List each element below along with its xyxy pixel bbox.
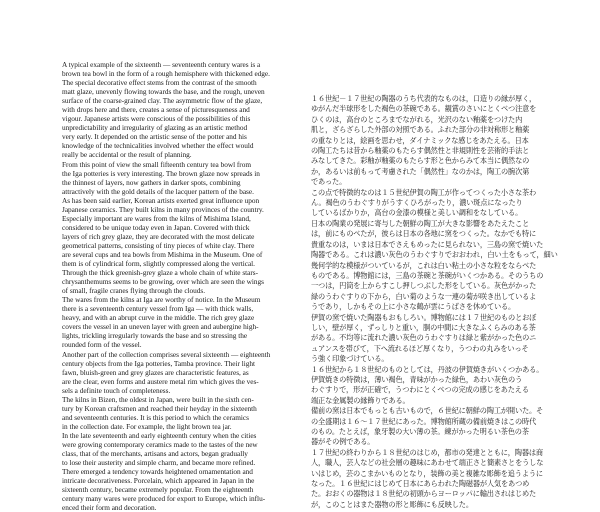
english-text-line: really be accidental or the result of planning. [62, 150, 192, 160]
english-text-line: lights, trickling irregularly towards the base and so stressing the [62, 331, 248, 341]
english-text-line: Another part of the collection comprises several sixteenth — eighteenth [62, 349, 271, 359]
english-text-line: are the clear, even forms and austere metal rim which gives the ves- [62, 376, 259, 386]
english-text-line: and seventeenth centuries. It is this period to which the ceramics [62, 412, 249, 422]
japanese-text-line: １６世紀から１８世紀のものとしては，丹波の伊賀焼きがいくつかある。 [311, 364, 544, 374]
english-text-line: very early. It depended on the artistic sense of the potter and his [62, 132, 247, 142]
japanese-text-line: 端正な金属製の縁飾りである。 [311, 395, 410, 405]
english-text-line: century many wares were produced for export to Europe, which influ- [62, 494, 266, 504]
japanese-text-line: がある。不均等に流れた濃い灰色のうわぐすりは緑と紫がかった色のニ [311, 333, 537, 343]
english-text-line: The kilns in Bizen, the oldest in Japan, were built in the sixth cen- [62, 394, 254, 404]
english-text-line: rounded form of the vessel. [62, 340, 142, 350]
english-text-column [62, 60, 298, 512]
english-text-line: Especially important are wares from the kilns of Mishima Island, [62, 213, 251, 223]
japanese-text-line: うであり，しかもその上に小さな鶴が雲にうばさを休めている。 [311, 302, 516, 312]
english-text-line: century objects from the Iga potteries, Tamba province. Their light [62, 358, 256, 368]
english-text-line: brown tea bowl in the form of a rough hemisphere with thickened edge. [62, 69, 270, 79]
english-text-line: there is a seventeenth century vessel from Iga — with thick walls, [62, 304, 254, 314]
english-text-line: knowledge of the technicalities involved whether the effect would [62, 141, 254, 151]
japanese-text-line: 器がその例である。 [311, 437, 375, 447]
english-text-line: A typical example of the sixteenth — seventeenth century wares is a [62, 60, 261, 69]
japanese-text-line: は，前にものべたが，彼らは日本の各地に窯をつくった。なかでも特に [311, 229, 537, 239]
english-text-line: surface of the coarse-grained clay. The asymmetric flow of the glaze, [62, 96, 263, 106]
japanese-text-line: 一つは，円筒を上からすこし押しつぶした形をしている。灰色がかった [311, 281, 537, 291]
japanese-text-line: 日本の陶業の発展に寄与した朝鮮の陶工が大きな影響をあたえたこと [311, 218, 530, 228]
english-text-line: considered to be unique today even in Japan. Covered with thick [62, 222, 250, 232]
japanese-text-line: ん。褐色のうわぐすりがうすくひろがったり，濃い斑点になったり [311, 198, 523, 208]
english-text-line: The wares from the kilns at Iga are worthy of notice. In the Museum [62, 295, 261, 305]
japanese-text-line: 肌と，ざらざらした外部の対照である。ふれた部分の非対称形と釉薬 [311, 125, 530, 135]
japanese-text-line: この点で特徴的なのは１５世紀伊賀の陶工が作ってつくった小さな茶わ [311, 187, 537, 197]
japanese-text-line: ものである。博物館には，三島の茶碗と茶碗がいくつかある。そのうちの [311, 270, 544, 280]
japanese-text-line: 陶器である。これは濃い灰色のうわぐすりでおおわれ，白い土をもって，細い [311, 250, 558, 260]
japanese-text-line: が，このことはまた器物の形と彫飾にも反映した。 [311, 499, 473, 509]
japanese-text-line: の全盛期は１６～１７世紀にあった。博物館所蔵の備前焼きはこの時代 [311, 416, 537, 426]
english-text-line: them is of cylindrical form, slightly compressed along the vertical. [62, 259, 255, 269]
english-text-line: Japanese ceramics. They built kilns in many provinces of the country. [62, 204, 264, 214]
english-text-line: chrysanthemums seems to be growing, over which are seen the wings [62, 277, 264, 287]
japanese-text-line: しているばかりか，高台の金漆の模様と美しい調和をなしている。 [311, 208, 523, 218]
japanese-text-line: 幾何学的な模様がついているが，これは白い粘土の小さな粒をならべた [311, 260, 537, 270]
japanese-text-line: う強く印象づけている。 [311, 354, 389, 364]
english-text-line: of small, fragile cranes flying through the clouds. [62, 286, 206, 296]
japanese-text-line: ゆがんだ半球形をした褐色の茶碗である。観賞のさいにとくべつ注意を [311, 104, 537, 114]
japanese-text-line: しい，壁が厚く，ずっしりと重い，胴の中間に大きなふくらみのある茶 [311, 322, 536, 332]
japanese-text-line: なった。１６世紀にはじめて日本にあらわれた陶磁器が人気をあつめ [311, 479, 530, 489]
english-text-line: the thinnest of layers, now gathers in darker spots, combining [62, 177, 241, 187]
japanese-text-line: みなしてきた。彩釉が釉薬のもたらす形と色からみて本当に偶然なの [311, 156, 530, 166]
japanese-text-line: の重なりとは，絵画を思わせ，ダイナミックな感じをあたえる。日本 [311, 135, 529, 145]
japanese-text-line: た。おおくの器物は１８世紀の初頭からヨーロッパに輸出されはじめた [311, 489, 537, 499]
english-text-line: unpredictability and irregularity of glazing as an artistic method [62, 123, 248, 133]
english-text-line: sels a definite touch of completeness. [62, 385, 171, 395]
english-text-line: vigour. Japanese artists were conscious of the possibilities of this [62, 114, 251, 124]
japanese-text-line: ュアンスを帯びて，下へ流れるほど厚くなり，うつわの丸みをいっそ [311, 343, 529, 353]
japanese-text-line: 伊賀の窯で焼いた陶器もおもしろい。博物館には１７世紀のものとおぼ [311, 312, 537, 322]
english-text-line: Through the thick greenish-grey glaze a whole chain of white stars- [62, 268, 259, 278]
japanese-text-line: ひくのは，高台のところまでながれる，光沢のない釉薬をつけた内 [311, 114, 523, 124]
japanese-text-line: のもの。たとえば，象牙製の大い薄の茶。練がかった明るい茶色の茶 [311, 427, 529, 436]
japanese-text-line: であった。 [311, 177, 347, 187]
japanese-text-line: 貴重なのは，いまは日本でさえもめったに見られない，三島の窯で焼いた [311, 239, 544, 249]
english-text-line: sixteenth century, became extremely popular. From the eighteenth [62, 485, 254, 495]
english-text-line: to lose their austerity and simple charm, and became more refined. [62, 458, 256, 468]
english-text-line: geometrical patterns, consisting of tiny pieces of white clay. There [62, 240, 255, 250]
japanese-text-line: か，あるいは前もって考慮された「偶然性」なのかは，陶工の腕次第 [311, 166, 530, 176]
english-text-line: From this point of view the small fifteenth century tea bowl from [62, 159, 251, 169]
english-text-line: intricate decorativeness. Porcelain, which appeared in Japan in the [62, 476, 255, 486]
english-text-line: enced their form and decoration. [62, 503, 157, 512]
english-text-line: tury by Korean craftsmen and reached their heyday in the sixteenth [62, 403, 257, 413]
english-text-line: attractively with the gold details of the lacquer pattern of the base. [62, 186, 254, 196]
english-text-line: heavy, and with an abrupt curve in the middle. The rich grey glaze [62, 313, 255, 323]
english-text-line: In the late seventeenth and early eighteenth century when the cities [62, 430, 257, 440]
english-text-line: There emerged a tendency towards heightened ornamentation and [62, 467, 253, 477]
japanese-text-line: 備前の窯は日本でもっとも古いもので，６世紀に朝鮮の陶工が開いた。そ [311, 406, 544, 416]
japanese-text-line: １６世紀－１７世紀の陶器のうち代表的なものは，口造りの縁が厚く， [311, 94, 537, 103]
japanese-text-column [311, 94, 573, 510]
english-text-line: As has been said earlier, Korean artists exerted great influence upon [62, 195, 260, 205]
english-text-line: were growing contemporary ceramics made to the tastes of the new [62, 439, 258, 449]
english-text-line: covers the vessel in an uneven layer with green and aubergine high- [62, 322, 259, 332]
english-text-line: in the collection date. For example, the light brown tea jar. [62, 421, 232, 431]
japanese-text-line: １７世紀の終わりから１８世紀のはじめ，都市の発達とともに，陶器は商 [311, 447, 543, 457]
english-text-line: matt glaze, unevenly flowing towards the base, and the rough, uneven [62, 87, 265, 97]
japanese-text-line: 伊賀焼きの特徴は，薄い褐色，青味がかった緑色，あわい灰色のう [311, 374, 523, 384]
japanese-text-line: 緑のうわぐすりの下から，白い菊のような一連の菊が咲き出しているよ [311, 291, 537, 301]
english-text-line: class, that of the merchants, artisans and actors, began gradually [62, 449, 248, 459]
english-text-line: are several cups and tea bowls from Mishima in the Museum. One of [62, 249, 263, 259]
japanese-text-line: の陶工たちは昔から釉薬のもたらす偶然性と非規則性を芸術的手法と [311, 146, 530, 156]
english-text-line: the Iga potteries is very interesting. The brown glaze now spreads in [62, 168, 260, 178]
english-text-line: with drops here and there, creates a sense of picturesqueness and [62, 105, 250, 115]
japanese-text-line: わぐすりで，形が正確で，うつわにとくべつの完成の感じをあたえる [311, 385, 529, 395]
english-text-line: The special decorative effect stems from the contrast of the smooth [62, 78, 257, 88]
english-text-line: fawn, bluish-green and grey glazes are characteristic features, as [62, 367, 249, 377]
japanese-text-line: いはじめ，芸のこまかいものとなり，装飾の美と複雑な彫飾を追うように [311, 468, 543, 478]
english-text-line: layers of rich grey glaze, they are decorated with the most delicate [62, 231, 255, 241]
japanese-text-line: 人，職人，芸人などの社会層の趣味にあわせて端正さと簡素さとをうしな [311, 458, 544, 468]
